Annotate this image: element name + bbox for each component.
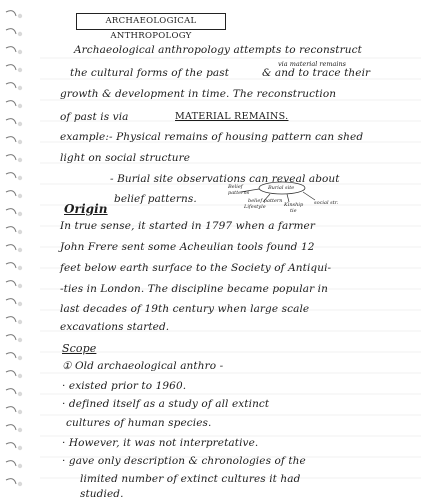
scope-heading: Scope: [62, 342, 97, 355]
diagram-label-burial-site: Burial site: [268, 185, 295, 191]
spiral-binding: [0, 0, 36, 500]
diagram-label-patterns: patterns: [228, 190, 250, 196]
scope-line-3: · defined itself as a study of all extinct: [62, 398, 270, 410]
origin-line-3: feet below earth surface to the Society of Antiqui-: [60, 262, 332, 274]
scope-line-7: limited number of extinct cultures it had: [80, 473, 301, 485]
diagram-label-kinship: Kinship: [284, 202, 304, 208]
intro-line-6: light on social structure: [60, 152, 191, 164]
intro-line-1: Archaeological anthropology attempts to reconstruct: [74, 44, 362, 56]
intro-line-7: - Burial site observations can reveal about: [110, 173, 340, 185]
scope-line-8: studied.: [80, 488, 124, 500]
intro-line-3: growth & development in time. The reconstruction: [60, 88, 337, 100]
intro-via-note: via material remains: [278, 60, 346, 68]
origin-line-1: In true sense, it started in 1797 when a farmer: [60, 220, 315, 232]
diagram-label-tie: tie: [290, 208, 297, 214]
scope-line-1: ① Old archaeological anthro -: [62, 360, 224, 372]
origin-line-4: -ties in London. The discipline became popular in: [60, 283, 328, 295]
intro-line-2b: & and to trace their: [262, 67, 371, 79]
diagram-connector: [287, 194, 289, 202]
diagram-label-lifestyle: Lifestyle: [244, 204, 266, 210]
scope-line-6: · gave only description & chronologies of the: [62, 455, 306, 467]
diagram-label-social-str: social str.: [314, 200, 339, 206]
intro-line-4a: of past is via: [60, 111, 129, 123]
origin-heading: Origin: [64, 202, 108, 216]
scope-line-4: cultures of human species.: [66, 417, 212, 429]
intro-line-5: example:- Physical remains of housing pattern can shed: [60, 131, 364, 143]
diagram-label-belief: Belief: [228, 184, 243, 190]
diagram-label-belief-pattern: belief pattern: [248, 198, 283, 204]
scope-line-2: · existed prior to 1960.: [62, 380, 187, 392]
scope-line-5: · However, it was not interpretative.: [62, 437, 259, 449]
intro-line-8: belief patterns.: [114, 193, 197, 205]
page-title: ARCHAEOLOGICAL ANTHROPOLOGY: [76, 13, 226, 30]
origin-line-6: excavations started.: [60, 321, 170, 333]
origin-line-2: John Frere sent some Acheulian tools found 12: [60, 241, 315, 253]
intro-line-2a: the cultural forms of the past: [70, 67, 230, 79]
diagram-connector: [303, 192, 315, 200]
intro-line-4b: MATERIAL REMAINS.: [175, 111, 289, 122]
origin-line-5: last decades of 19th century when large scale: [60, 303, 310, 315]
